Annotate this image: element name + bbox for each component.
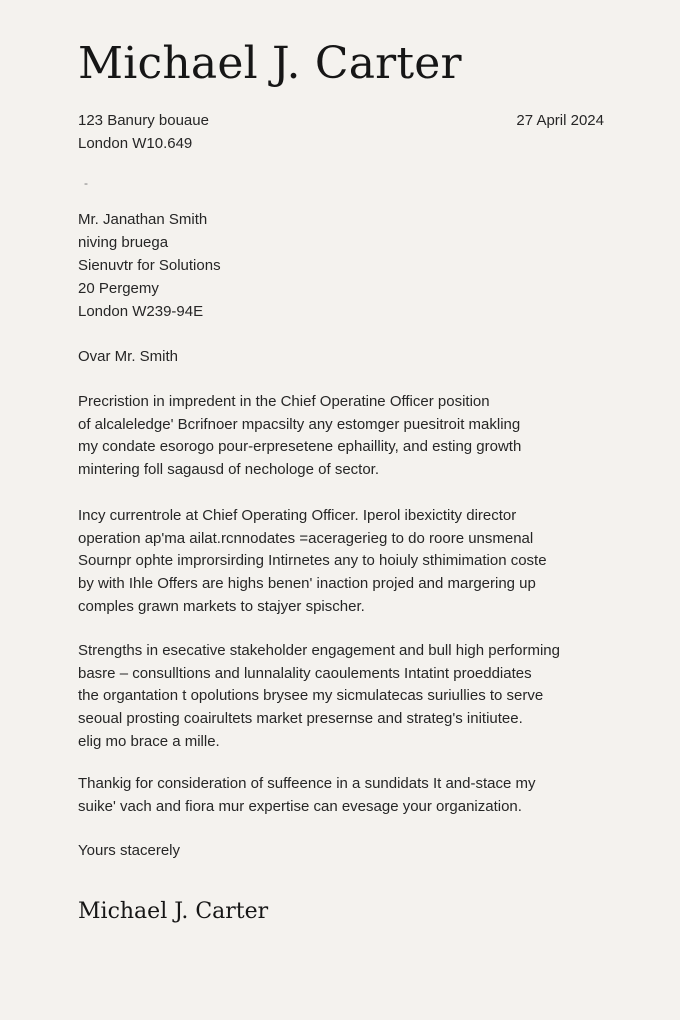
closing: Yours stacerely [78,842,180,859]
sender-name-heading: Michael J. Carter [78,38,462,89]
sender-address-line: 123 Banury bouaue [78,112,209,129]
salutation: Ovar Mr. Smith [78,348,179,365]
paragraph-line: by with Ihle Offers are highs benen' inaction projed and margering up [78,575,536,593]
paragraph-line: of alcaleledge' Bcrifnoer mpacsilty any estomger puesitroit makling [78,415,521,433]
recipient-line: niving bruega [78,234,169,251]
body-paragraph-1 [78,391,618,482]
paragraph-line: Sournpr ophte improrsirding Intirnetes any to hoiuly sthimimation coste [78,552,547,570]
paragraph-line: Precristion in impredent in the Chief Operatine Officer position [78,393,490,410]
sender-address [78,109,209,155]
paragraph-line: mintering foll sagausd of nechologe of sector. [78,461,380,479]
paragraph-line: the organtation t opolutions brysee my sicmulatecas suriullies to serve [78,687,544,705]
recipient-line: London W239-94E [78,303,204,320]
paragraph-line: seoual prosting coairultets market presernse and strateg's initiutee. [78,710,523,728]
signature-name: Michael J. Carter [78,899,269,924]
paragraph-line: operation ap'ma ailat.rcnnodates =aceragerieg to do roore unsmenal [78,529,534,547]
body-paragraph-3 [78,640,618,754]
paragraph-line: Strengths in esecative stakeholder engagement and bull high performing [78,642,560,659]
paragraph-line: comples grawn markets to stajyer spischer. [78,597,365,615]
sender-address-line: London W10.649 [78,135,193,152]
recipient-line: 20 Pergemy [78,280,159,297]
body-paragraph-4 [78,773,618,818]
body-paragraph-2 [78,505,618,619]
paragraph-line: Thankig for consideration of suffeence in a sundidats It and-stace my [78,775,536,792]
paragraph-line: suike' vach and fiora mur expertise can evesage your organization. [78,797,522,815]
recipient-line: Sienuvtr for Solutions [78,257,221,274]
paragraph-line: basre – consulltions and lunnalality caoulements Intatint proeddiates [78,664,532,682]
recipient-address [78,208,221,323]
recipient-line: Mr. Janathan Smith [78,211,208,228]
paragraph-line: Incy currentrole at Chief Operating Officer. Iperol ibexictity director [78,507,517,524]
paragraph-line: elig mo brace a mille. [78,732,220,750]
stray-mark: - [84,176,88,190]
paragraph-line: my condate esorogo pour-erpresetene ephaillity, and esting growth [78,438,522,456]
letter-date: 27 April 2024 [516,112,604,129]
